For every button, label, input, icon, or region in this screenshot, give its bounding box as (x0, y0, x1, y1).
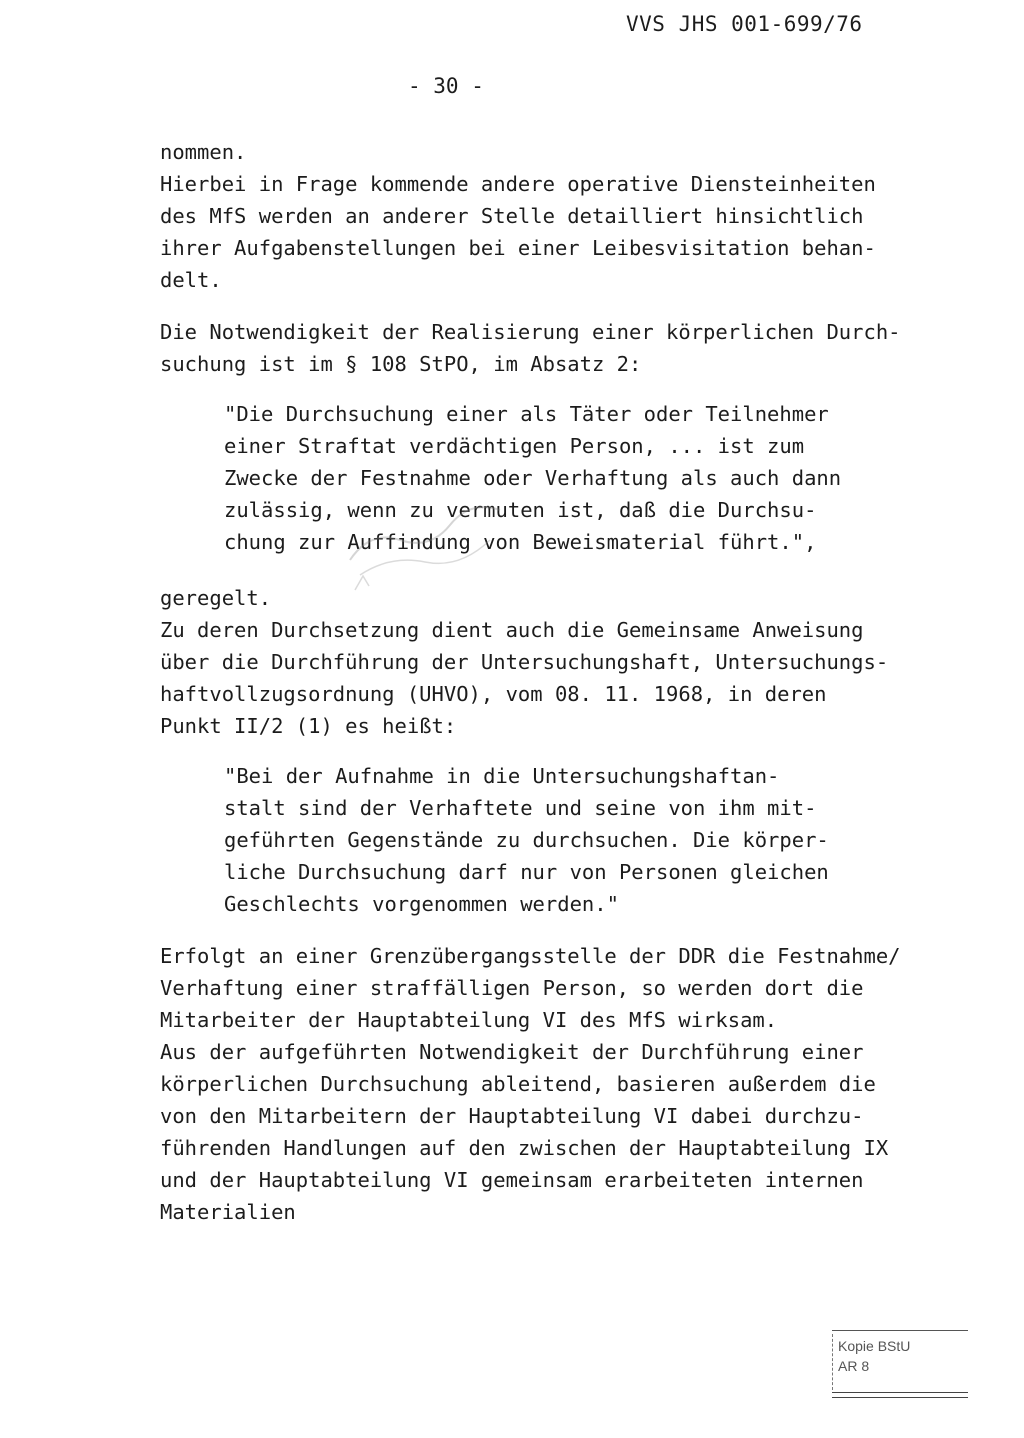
quote-line: chung zur Auffindung von Beweismaterial führt.", (224, 530, 817, 554)
text-line: nommen. (160, 140, 247, 164)
stamp-copy-label: Kopie BStU (838, 1338, 911, 1354)
text-line: über die Durchführung der Untersuchungshaft, Untersuchungs- (160, 650, 889, 674)
text-line: Verhaftung einer straffälligen Person, so werden dort die (160, 976, 864, 1000)
text-line: ihrer Aufgabenstellungen bei einer Leibesvisitation behan- (160, 236, 876, 260)
paragraph-3 (160, 582, 888, 742)
paragraph-2 (160, 316, 901, 380)
text-line: führenden Handlungen auf den zwischen der Hauptabteilung IX (160, 1136, 889, 1160)
text-line: suchung ist im § 108 StPO, im Absatz 2: (160, 352, 642, 376)
text-line: Hierbei in Frage kommende andere operative Diensteinheiten (160, 172, 876, 196)
quote-line: einer Straftat verdächtigen Person, ... ist zum (224, 434, 805, 458)
faint-stamp-mark (330, 470, 530, 600)
stamp-archive-number: AR 8 (838, 1358, 870, 1374)
text-line: Die Notwendigkeit der Realisierung einer körperlichen Durch- (160, 320, 901, 344)
text-line: Punkt II/2 (1) es heißt: (160, 714, 457, 738)
quotation-uhvo (224, 760, 829, 920)
document-reference: VVS JHS 001-699/76 (626, 12, 863, 36)
text-line: Zu deren Durchsetzung dient auch die Gemeinsame Anweisung (160, 618, 864, 642)
stamp-border-left (832, 1334, 833, 1390)
quote-line: zulässig, wenn zu vermuten ist, daß die Durchsu- (224, 498, 817, 522)
quote-line: geführten Gegenstände zu durchsuchen. Die körper- (224, 828, 829, 852)
paragraph-1 (160, 136, 876, 296)
quote-line: liche Durchsuchung darf nur von Personen gleichen (224, 860, 829, 884)
text-line: Materialien (160, 1200, 296, 1224)
quote-line: stalt sind der Verhaftete und seine von ihm mit- (224, 796, 817, 820)
quotation-stpo (224, 398, 841, 558)
text-line: des MfS werden an anderer Stelle detailliert hinsichtlich (160, 204, 864, 228)
quote-line: Geschlechts vorgenommen werden." (224, 892, 619, 916)
stamp-border-top (832, 1330, 968, 1331)
quote-line: "Bei der Aufnahme in die Untersuchungshaftan- (224, 764, 780, 788)
quote-line: "Die Durchsuchung einer als Täter oder Teilnehmer (224, 402, 829, 426)
text-line: körperlichen Durchsuchung ableitend, basieren außerdem die (160, 1072, 876, 1096)
archive-copy-stamp (828, 1330, 968, 1400)
text-line: von den Mitarbeitern der Hauptabteilung VI dabei durchzu- (160, 1104, 864, 1128)
text-line: Erfolgt an einer Grenzübergangsstelle der DDR die Festnahme/ (160, 944, 901, 968)
text-line: Aus der aufgeführten Notwendigkeit der Durchführung einer (160, 1040, 864, 1064)
paragraph-4 (160, 940, 901, 1228)
text-line: haftvollzugsordnung (UHVO), vom 08. 11. 1968, in deren (160, 682, 827, 706)
text-line: geregelt. (160, 586, 272, 610)
stamp-border-bottom (832, 1392, 968, 1398)
text-line: delt. (160, 268, 222, 292)
quote-line: Zwecke der Festnahme oder Verhaftung als auch dann (224, 466, 842, 490)
text-line: Mitarbeiter der Hauptabteilung VI des MfS wirksam. (160, 1008, 778, 1032)
page-number: - 30 - (408, 74, 484, 98)
text-line: und der Hauptabteilung VI gemeinsam erarbeiteten internen (160, 1168, 864, 1192)
